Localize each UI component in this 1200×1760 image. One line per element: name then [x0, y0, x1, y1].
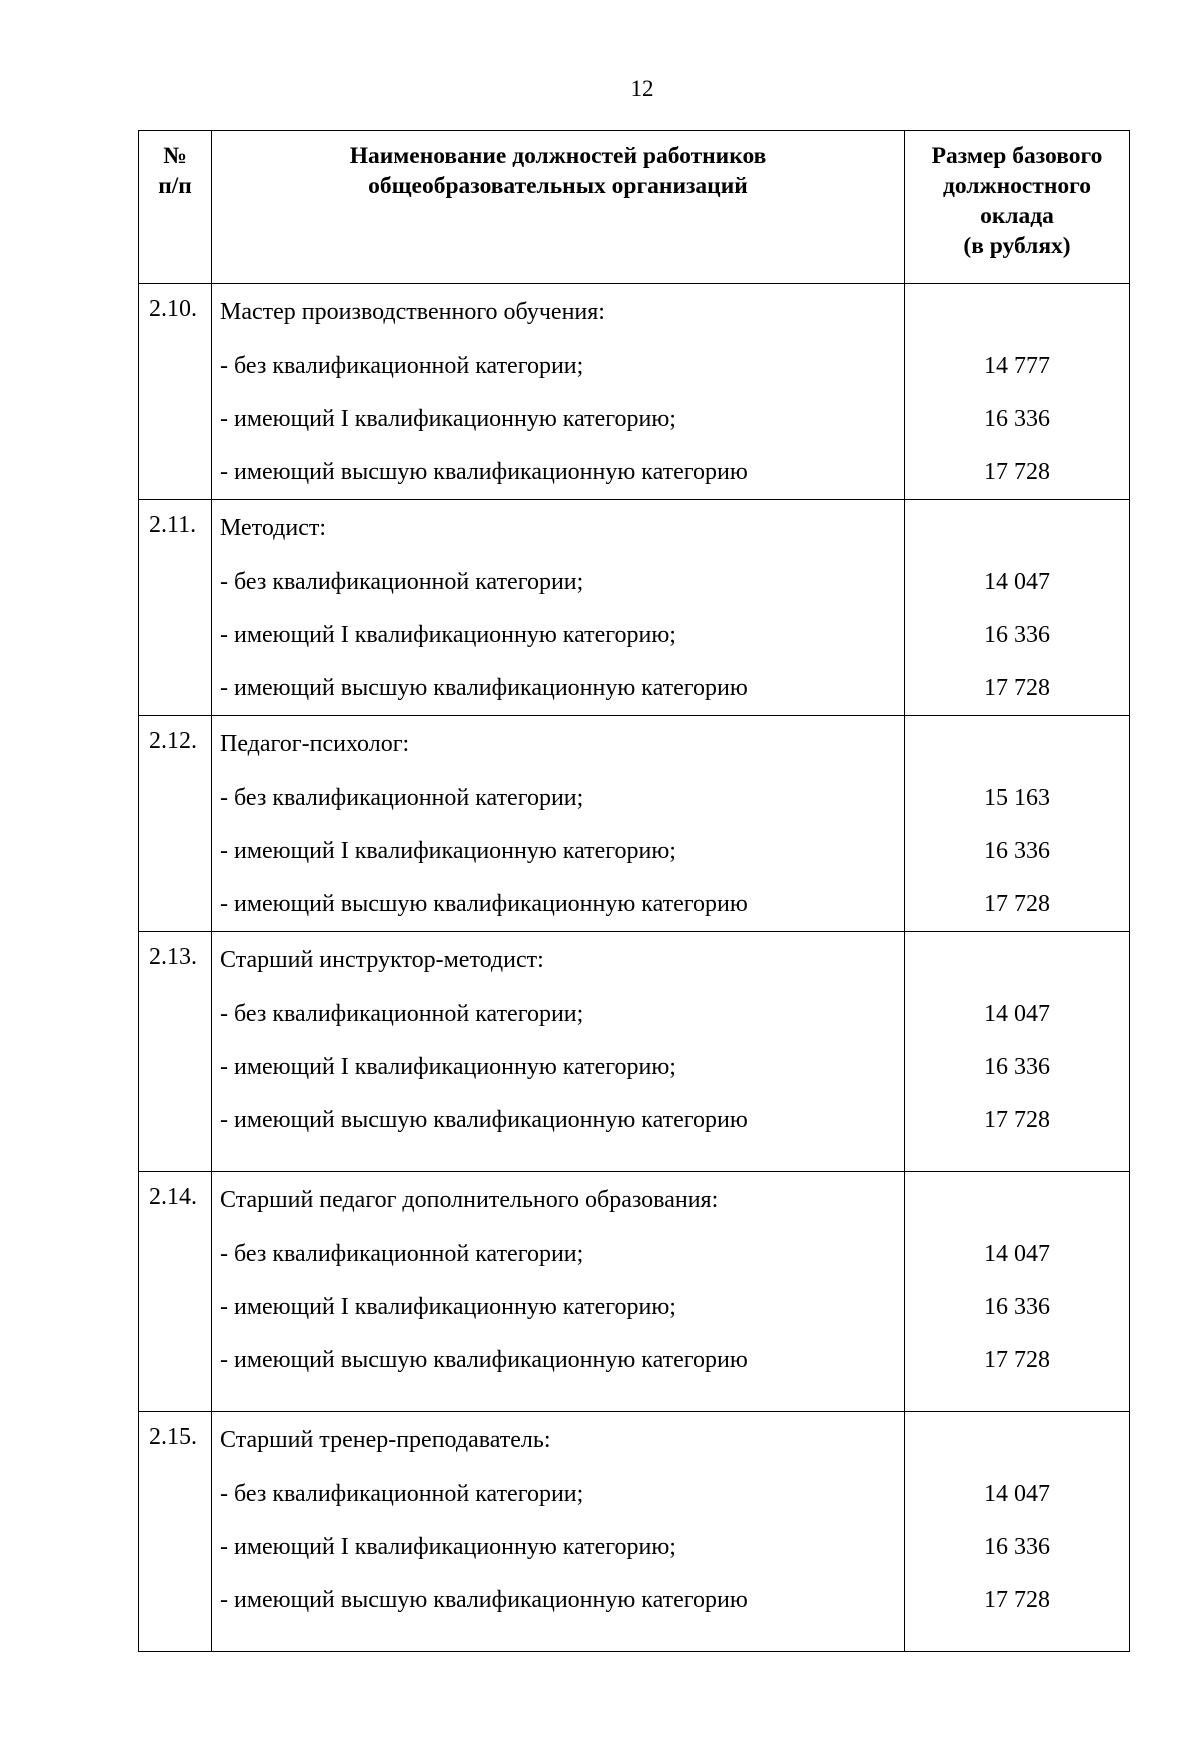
table-row — [139, 500, 1130, 716]
header-name-line1: Наименование должностей работников — [349, 143, 767, 169]
position-title: Старший тренер-преподаватель: — [220, 1427, 551, 1453]
category-label: - имеющий I квалификационную категорию; — [220, 622, 676, 648]
salary-value: 14 047 — [984, 1001, 1050, 1027]
salary-spacer — [905, 716, 1129, 772]
salary-value: 16 336 — [984, 1294, 1050, 1320]
salary-value: 14 047 — [984, 569, 1050, 595]
salary-value: 17 728 — [984, 1107, 1050, 1133]
category-label: - имеющий I квалификационную категорию; — [220, 1054, 676, 1080]
table-row — [139, 1172, 1130, 1412]
position-title: Методист: — [220, 515, 327, 541]
salary-value: 17 728 — [984, 1347, 1050, 1373]
salary-value: 17 728 — [984, 675, 1050, 701]
salary-value: 14 047 — [984, 1481, 1050, 1507]
category-label: - имеющий высшую квалификационную категорию — [220, 891, 748, 917]
header-num — [139, 131, 212, 284]
salary-value: 14 777 — [984, 353, 1050, 379]
category-label: - без квалификационной категории; — [220, 569, 584, 595]
category-label: - без квалификационной категории; — [220, 353, 584, 379]
salary-cell — [905, 284, 1130, 500]
page-number: 12 — [630, 76, 654, 101]
salary-value: 17 728 — [984, 1587, 1050, 1613]
row-padding — [905, 1147, 1129, 1171]
table-header — [139, 131, 1130, 284]
salary-value: 16 336 — [984, 1534, 1050, 1560]
header-salary-line4: (в рублях) — [963, 233, 1071, 259]
row-padding — [212, 1387, 904, 1411]
position-cell — [212, 1172, 905, 1412]
salary-value: 16 336 — [984, 838, 1050, 864]
salary-cell — [905, 932, 1130, 1172]
category-label: - без квалификационной категории; — [220, 1241, 584, 1267]
position-title: Старший педагог дополнительного образования: — [220, 1187, 719, 1213]
table-row — [139, 1412, 1130, 1652]
header-num-line1: № — [163, 143, 187, 169]
header-salary — [905, 131, 1130, 284]
position-cell — [212, 500, 905, 716]
salary-spacer — [905, 500, 1129, 556]
category-label: - имеющий высшую квалификационную категорию — [220, 1107, 748, 1133]
salary-table — [138, 130, 1130, 1652]
category-label: - без квалификационной категории; — [220, 785, 584, 811]
row-padding — [212, 1627, 904, 1651]
category-label: - имеющий I квалификационную категорию; — [220, 1294, 676, 1320]
header-name-line2: общеобразовательных организаций — [368, 173, 748, 199]
table-row — [139, 932, 1130, 1172]
row-padding — [905, 1627, 1129, 1651]
position-title: Старший инструктор-методист: — [220, 947, 544, 973]
salary-cell — [905, 716, 1130, 932]
row-number: 2.11. — [139, 500, 212, 716]
header-num-line2: п/п — [158, 173, 192, 199]
category-label: - имеющий высшую квалификационную категорию — [220, 1587, 748, 1613]
category-label: - без квалификационной категории; — [220, 1481, 584, 1507]
position-cell — [212, 1412, 905, 1652]
category-label: - имеющий высшую квалификационную категорию — [220, 459, 748, 485]
category-label: - без квалификационной категории; — [220, 1001, 584, 1027]
row-padding — [905, 1387, 1129, 1411]
header-name — [212, 131, 905, 284]
header-salary-line2: должностного — [943, 173, 1091, 199]
salary-cell — [905, 500, 1130, 716]
salary-spacer — [905, 284, 1129, 340]
row-number: 2.10. — [139, 284, 212, 500]
row-number: 2.15. — [139, 1412, 212, 1652]
salary-cell — [905, 1172, 1130, 1412]
category-label: - имеющий I квалификационную категорию; — [220, 1534, 676, 1560]
salary-value: 16 336 — [984, 622, 1050, 648]
salary-spacer — [905, 932, 1129, 988]
category-label: - имеющий I квалификационную категорию; — [220, 838, 676, 864]
salary-value: 16 336 — [984, 1054, 1050, 1080]
salary-value: 17 728 — [984, 891, 1050, 917]
row-padding — [212, 1147, 904, 1171]
salary-spacer — [905, 1412, 1129, 1468]
table-row — [139, 716, 1130, 932]
salary-value: 15 163 — [984, 785, 1050, 811]
position-title: Мастер производственного обучения: — [220, 299, 605, 325]
category-label: - имеющий высшую квалификационную категорию — [220, 675, 748, 701]
salary-value: 17 728 — [984, 459, 1050, 485]
position-title: Педагог-психолог: — [220, 731, 410, 757]
position-cell — [212, 284, 905, 500]
salary-value: 14 047 — [984, 1241, 1050, 1267]
category-label: - имеющий высшую квалификационную категорию — [220, 1347, 748, 1373]
header-salary-line1: Размер базового — [931, 143, 1103, 169]
row-number: 2.12. — [139, 716, 212, 932]
header-salary-line3: оклада — [980, 203, 1054, 229]
salary-cell — [905, 1412, 1130, 1652]
row-number: 2.13. — [139, 932, 212, 1172]
position-cell — [212, 716, 905, 932]
category-label: - имеющий I квалификационную категорию; — [220, 406, 676, 432]
table-row — [139, 284, 1130, 500]
position-cell — [212, 932, 905, 1172]
row-number: 2.14. — [139, 1172, 212, 1412]
table-body — [139, 284, 1130, 1652]
salary-spacer — [905, 1172, 1129, 1228]
salary-value: 16 336 — [984, 406, 1050, 432]
